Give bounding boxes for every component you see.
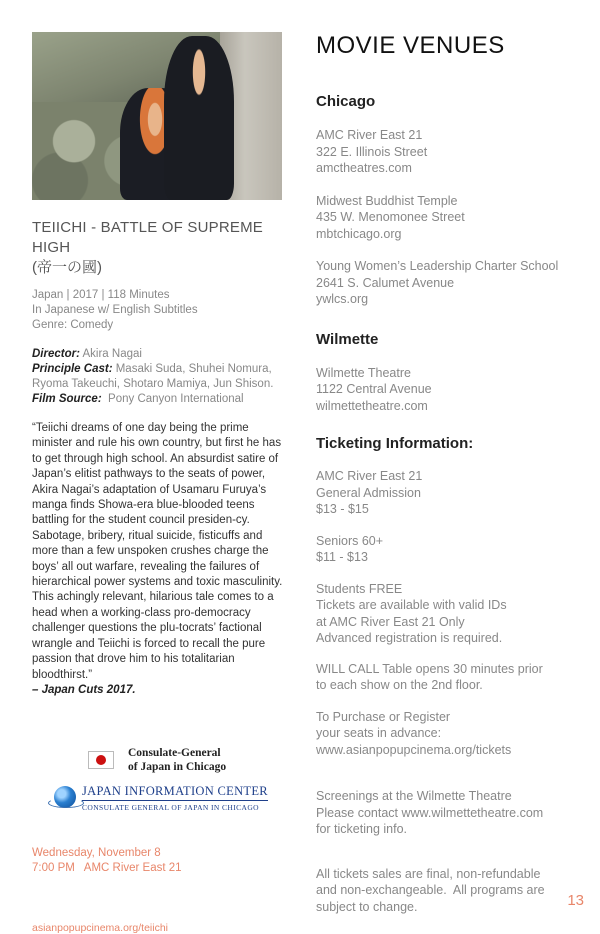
ticket-link[interactable]: www.asianpopupcinema.org/tickets: [316, 742, 512, 757]
ticket-line: All tickets sales are final, non-refundable: [316, 866, 541, 881]
credit-value: Pony Canyon International: [101, 393, 244, 405]
ticket-line: To Purchase or Register: [316, 709, 451, 724]
film-page-link[interactable]: asianpopupcinema.org/teiichi: [32, 921, 169, 934]
right-column: [316, 32, 586, 915]
film-title: TEIICHI - BATTLE OF SUPREME HIGH: [32, 219, 263, 256]
japan-flag-icon: [88, 751, 114, 769]
credit-source: [32, 392, 284, 407]
ticket-line: subject to change.: [316, 899, 418, 914]
jic-text: [82, 784, 268, 812]
ticket-line: Tickets are available with valid IDs: [316, 598, 507, 612]
section-heading-ticketing: Ticketing Information:: [316, 435, 474, 452]
ticket-line: $11 - $13: [316, 550, 368, 564]
film-synopsis: “Teiichi dreams of one day being the prime minister and rule his own country, but first he has to get through high school. An absurdist satire of Japan’s elitist pathways to the seats of power, Akira Nagai’s adaptation of Usamaru Furuya’s manga finds Showa-era blue-blooded teens battling for the student council presiden-cy. Sabotage, bribery, ritual suicide, fisticuffs and more than a few unspoken crushes charge the boys’ all out warfare, revealing the failures of hierarchical power systems and toxic masculinity. This achingly relevant, hilarious tale comes to a head when a working-class pro-democracy challenger questions the plu-tocrats’ factional wrangle and Teiichi is forced to recall the pure passion that drove him to his totalitarian bloodthirst.”: [32, 422, 283, 681]
venue-name: AMC River East 21: [316, 128, 423, 142]
jic-main-text: JAPAN INFORMATION CENTER: [82, 784, 268, 801]
venue-address: 1122 Central Avenue: [316, 382, 432, 396]
showtime-date: Wednesday, November 8: [32, 846, 161, 859]
credit-label: Principle Cast:: [32, 363, 113, 375]
ticket-line: WILL CALL Table opens 30 minutes prior: [316, 661, 543, 676]
film-meta-line: Japan | 2017 | 118 Minutes: [32, 289, 170, 301]
venue-address: 2641 S. Calumet Avenue: [316, 275, 455, 290]
venue-block: [316, 365, 586, 415]
ticket-block: [316, 866, 586, 916]
venue-name: Wilmette Theatre: [316, 365, 411, 380]
page-number: 13: [567, 892, 584, 909]
ticket-line: and non-exchangeable. All programs are: [316, 883, 545, 897]
showtime-time-venue: 7:00 PM AMC River East 21: [32, 861, 182, 874]
sponsor-logos: [32, 746, 284, 812]
japan-information-center-logo: [54, 784, 284, 812]
film-meta-line: In Japanese w/ English Subtitles: [32, 304, 198, 316]
ticket-line: $13 - $15: [316, 502, 369, 516]
section-heading-wilmette: Wilmette: [316, 330, 379, 348]
ticket-line: General Admission: [316, 485, 421, 500]
venue-address: 435 W. Menomonee Street: [316, 210, 465, 224]
film-meta-line: Genre: Comedy: [32, 319, 114, 331]
venue-block: [316, 127, 586, 177]
film-meta: [32, 288, 284, 333]
section-heading-chicago: Chicago: [316, 93, 376, 110]
venue-website[interactable]: mbtchicago.org: [316, 226, 402, 241]
ticket-line: Advanced registration is required.: [316, 631, 503, 645]
credit-director: [32, 347, 284, 362]
ticket-block: [316, 709, 586, 759]
ticket-line: for ticketing info.: [316, 822, 408, 836]
venue-address: 322 E. Illinois Street: [316, 144, 428, 159]
ticket-block: [316, 468, 586, 518]
credit-cast: [32, 362, 284, 392]
film-credits: [32, 347, 284, 407]
showtime: [32, 846, 284, 876]
photo-character-capped: [164, 36, 234, 200]
film-still-photo: [32, 32, 282, 200]
venue-block: [316, 258, 586, 308]
venue-website[interactable]: ywlcs.org: [316, 292, 369, 306]
ticket-line: Please contact www.wilmettetheatre.com: [316, 805, 544, 820]
ticket-line: at AMC River East 21 Only: [316, 614, 465, 629]
consulate-line: of Japan in Chicago: [128, 760, 227, 773]
credit-value: Akira Nagai: [79, 348, 142, 360]
consulate-name: [128, 746, 226, 774]
venue-name: Midwest Buddhist Temple: [316, 193, 458, 208]
credit-label: Director:: [32, 348, 80, 360]
credit-value: Masaki Suda, Shuhei Nomura, Ryoma Takeuchi, Shotaro Mamiya, Jun Shison.: [32, 363, 274, 390]
ticket-line: your seats in advance:: [316, 726, 442, 740]
venue-name: Young Women’s Leadership Charter School: [316, 259, 559, 273]
venues-title: MOVIE VENUES: [316, 32, 505, 59]
venue-website[interactable]: wilmettetheatre.com: [316, 398, 428, 413]
consulate-line: Consulate-General: [128, 746, 221, 759]
credit-label: Film Source:: [32, 393, 102, 405]
ticket-block: [316, 533, 586, 566]
consulate-logo: [88, 746, 284, 774]
ticket-line: to each show on the 2nd floor.: [316, 678, 483, 692]
ticket-line: Students FREE: [316, 581, 403, 596]
globe-icon: [54, 786, 76, 808]
ticket-line: AMC River East 21: [316, 469, 423, 483]
ticket-line: Seniors 60+: [316, 533, 384, 548]
ticket-block: [316, 661, 586, 694]
ticket-block: [316, 788, 586, 838]
ticket-line: Screenings at the Wilmette Theatre: [316, 789, 512, 803]
synopsis-attribution: – Japan Cuts 2017.: [32, 683, 136, 696]
left-column: [32, 32, 284, 934]
film-title-japanese: (帝一の國): [32, 259, 102, 276]
venue-block: [316, 193, 586, 243]
jic-sub-text: CONSULATE GENERAL OF JAPAN IN CHICAGO: [82, 802, 259, 812]
venue-website[interactable]: amctheatres.com: [316, 161, 412, 175]
ticket-block: [316, 581, 586, 647]
